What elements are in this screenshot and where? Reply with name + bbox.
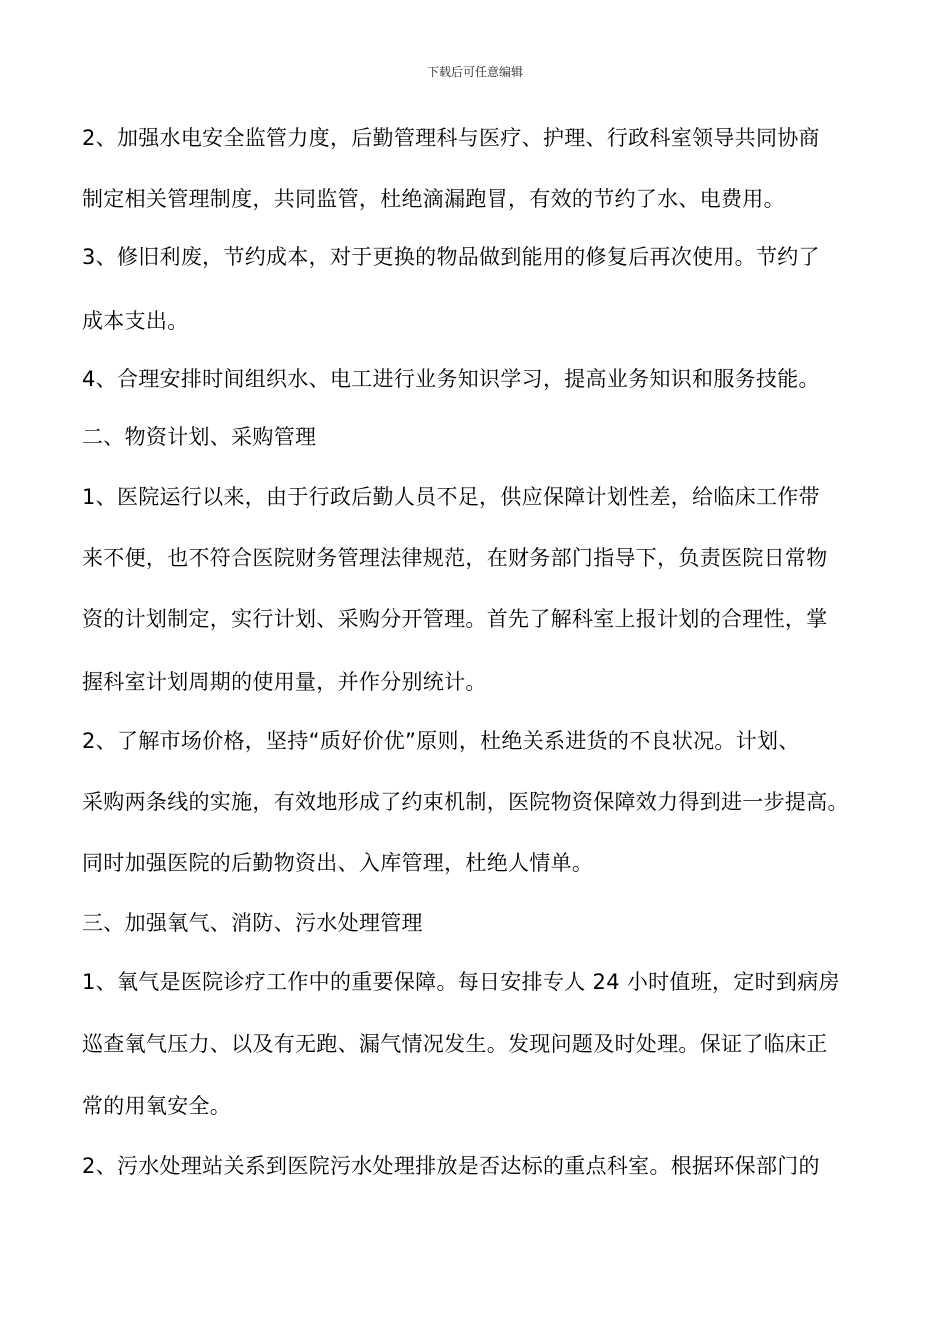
page-header: 下载后可任意编辑	[426, 65, 523, 79]
text-line-2: 制定相关管理制度，共同监管，杜绝滴漏跑冒，有效的节约了水、电费用。	[82, 187, 785, 211]
text-line-1: 2、加强水电安全监管力度，后勤管理科与医疗、护理、行政科室领导共同协商	[82, 126, 820, 150]
text-line-7: 1、医院运行以来，由于行政后勤人员不足，供应保障计划性差，给临床工作带	[82, 485, 820, 509]
text-line-10: 握科室计划周期的使用量，并作分别统计。	[82, 670, 487, 694]
text-line-13: 同时加强医院的后勤物资出、入库管理，杜绝人情单。	[82, 851, 594, 875]
section-heading-2: 二、物资计划、采购管理	[82, 425, 317, 449]
text-line-3: 3、修旧利废，节约成本，对于更换的物品做到能用的修复后再次使用。节约了	[82, 245, 820, 269]
text-line-4: 成本支出。	[82, 309, 189, 333]
text-line-18: 2、污水处理站关系到医院污水处理排放是否达标的重点科室。根据环保部门的	[82, 1154, 820, 1178]
text-line-16: 巡查氧气压力、以及有无跑、漏气情况发生。发现问题及时处理。保证了临床正	[82, 1032, 828, 1056]
text-line-8: 来不便，也不符合医院财务管理法律规范，在财务部门指导下，负责医院日常物	[82, 546, 828, 570]
text-line-9: 资的计划制定，实行计划、采购分开管理。首先了解科室上报计划的合理性，掌	[82, 607, 828, 631]
text-line-11: 2、了解市场价格，坚持“质好价优”原则，杜绝关系进货的不良状况。计划、	[82, 729, 800, 753]
section-heading-3: 三、加强氧气、消防、污水处理管理	[82, 911, 423, 935]
text-line-12: 采购两条线的实施，有效地形成了约束机制，医院物资保障效力得到进一步提高。	[82, 790, 849, 814]
text-line-15: 1、氧气是医院诊疗工作中的重要保障。每日安排专人 24 小时值班，定时到病房	[82, 970, 840, 994]
text-line-17: 常的用氧安全。	[82, 1094, 232, 1118]
text-line-5: 4、合理安排时间组织水、电工进行业务知识学习，提高业务知识和服务技能。	[82, 367, 820, 391]
